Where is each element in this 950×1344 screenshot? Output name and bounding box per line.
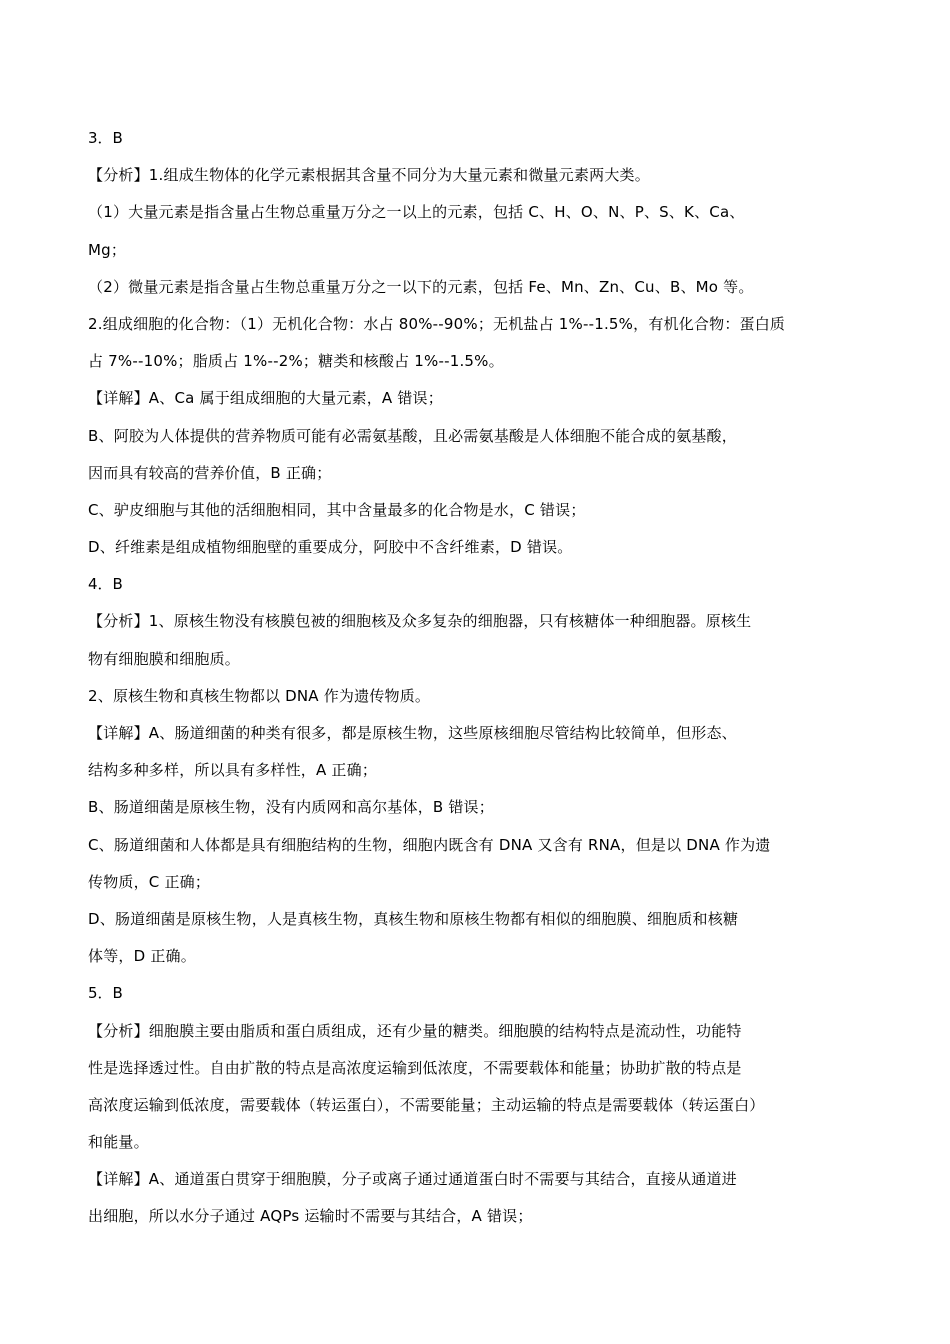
question-number-4: 4．B [88, 575, 123, 594]
text-line: 2.组成细胞的化合物：（1）无机化合物：水占 80%--90%；无机盐占 1%--1.5%，有机化合物：蛋白质 [88, 314, 786, 333]
analysis-line: 【分析】细胞膜主要由脂质和蛋白质组成，还有少量的糖类。细胞膜的结构特点是流动性，功能特 [88, 1021, 742, 1040]
text-line: 占 7%--10%；脂质占 1%--2%；糖类和核酸占 1%--1.5%。 [88, 352, 504, 371]
text-line: （1）大量元素是指含量占生物总重量万分之一以上的元素，包括 C、H、O、N、P、S、K、Ca、 [88, 203, 745, 222]
text-line: C、驴皮细胞与其他的活细胞相同，其中含量最多的化合物是水，C 错误； [88, 500, 586, 519]
explanation-line: 【详解】A、Ca 属于组成细胞的大量元素，A 错误； [88, 389, 443, 408]
text-line: 因而具有较高的营养价值，B 正确； [88, 463, 332, 482]
text-line: Mg； [88, 240, 127, 259]
text-line: D、肠道细菌是原核生物，人是真核生物，真核生物和原核生物都有相似的细胞膜、细胞质和核糖 [88, 909, 739, 928]
analysis-line: 【分析】1、原核生物没有核膜包被的细胞核及众多复杂的细胞器，只有核糖体一种细胞器。原核生 [88, 612, 752, 631]
document-page [88, 120, 812, 1236]
text-line: C、肠道细菌和人体都是具有细胞结构的生物，细胞内既含有 DNA 又含有 RNA，但是以 DNA 作为遗 [88, 835, 771, 854]
explanation-line: 【详解】A、肠道细菌的种类有很多，都是原核生物，这些原核细胞尽管结构比较简单，但形态、 [88, 724, 737, 742]
question-number-5: 5．B [88, 984, 123, 1003]
text-line: D、纤维素是组成植物细胞壁的重要成分，阿胶中不含纤维素，D 错误。 [88, 538, 573, 557]
text-line: B、肠道细菌是原核生物，没有内质网和高尔基体，B 错误； [88, 798, 494, 817]
text-line: B、阿胶为人体提供的营养物质可能有必需氨基酸，且必需氨基酸是人体细胞不能合成的氨基酸， [88, 426, 737, 445]
text-line: 高浓度运输到低浓度，需要载体（转运蛋白），不需要能量；主动运输的特点是需要载体（转运蛋白） [88, 1095, 765, 1114]
text-line: 体等，D 正确。 [88, 947, 196, 966]
text-line: 出细胞，所以水分子通过 AQPs 运输时不需要与其结合，A 错误； [88, 1207, 533, 1226]
text-line: 2、原核生物和真核生物都以 DNA 作为遗传物质。 [88, 686, 431, 705]
text-line: 物有细胞膜和细胞质。 [88, 649, 241, 668]
question-number-3: 3．B [88, 129, 123, 147]
analysis-line: 【分析】1.组成生物体的化学元素根据其含量不同分为大量元素和微量元素两大类。 [88, 166, 650, 185]
text-line: （2）微量元素是指含量占生物总重量万分之一以下的元素，包括 Fe、Mn、Zn、Cu、B、Mo 等。 [88, 277, 754, 296]
text-line: 性是选择透过性。自由扩散的特点是高浓度运输到低浓度，不需要载体和能量；协助扩散的特点是 [88, 1058, 742, 1077]
text-line: 结构多种多样，所以具有多样性，A 正确； [88, 761, 378, 780]
explanation-line: 【详解】A、通道蛋白贯穿于细胞膜，分子或离子通过通道蛋白时不需要与其结合，直接从通道进 [88, 1170, 737, 1189]
text-line: 和能量。 [88, 1133, 149, 1152]
text-line: 传物质，C 正确； [88, 872, 211, 891]
